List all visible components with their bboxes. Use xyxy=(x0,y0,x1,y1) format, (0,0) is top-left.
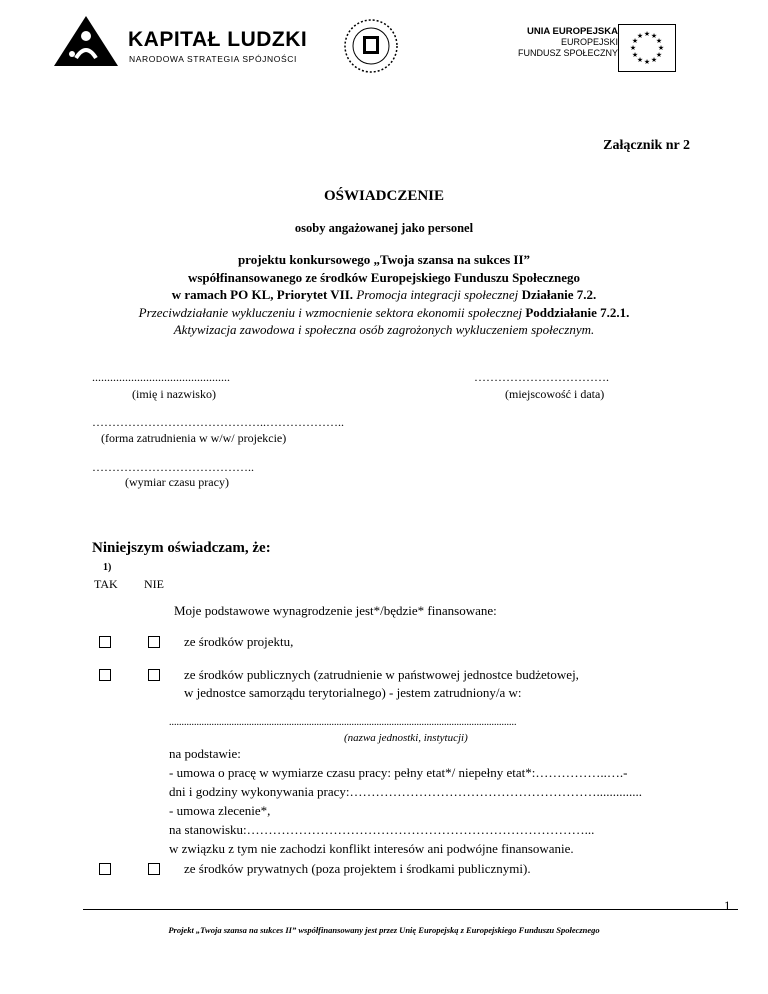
annex-label: Załącznik nr 2 xyxy=(603,138,690,153)
order-line: - umowa zlecenie*, xyxy=(169,803,271,818)
eu-stars-icon xyxy=(619,25,675,71)
place-field-dots: ……………………………. xyxy=(474,370,609,384)
position-line: na stanowisku:……………………………………………………………………... xyxy=(169,822,595,837)
project-line3-part3: Działanie 7.2. xyxy=(521,287,597,302)
place-field-label: (miejscowość i data) xyxy=(505,387,605,401)
project-line5: Aktywizacja zawodowa i społeczna osób zagrożonych wykluczeniem społecznym. xyxy=(173,322,595,337)
option3-yes-checkbox[interactable] xyxy=(99,863,111,875)
document-subtitle: osoby angażowanej jako personel xyxy=(294,221,474,235)
employment-details xyxy=(169,744,642,858)
point-number: 1) xyxy=(103,562,112,573)
footer-text: Projekt „Twoja szansa na sukces II” współfinansowany jest przez Unię Europejską z Europejskiego Funduszu Społecznego xyxy=(168,925,600,935)
working-time-label: (wymiar czasu pracy) xyxy=(125,475,229,489)
project-description xyxy=(0,251,768,339)
ue-line1: UNIA EUROPEJSKA xyxy=(527,26,618,37)
project-line4 xyxy=(0,304,768,322)
name-field-label: (imię i nazwisko) xyxy=(132,387,216,401)
days-line: dni i godziny wykonywania pracy:………………………………………………….............. xyxy=(169,784,643,799)
institution-label: (nazwa jednostki, instytucji) xyxy=(344,732,468,744)
kapital-ludzki-logo xyxy=(50,14,320,74)
svg-text:★: ★ xyxy=(655,51,663,59)
project-line4-part1: Przeciwdziałanie wykluczeniu i wzmocnienie sektora ekonomii społecznej xyxy=(138,304,523,320)
option2-yes-checkbox[interactable] xyxy=(99,669,111,681)
working-time-dots: ………………………………….. xyxy=(92,460,254,474)
option3-no-checkbox[interactable] xyxy=(148,863,160,875)
kapital-subtitle: NARODOWA STRATEGIA SPÓJNOŚCI xyxy=(129,54,297,64)
svg-text:★: ★ xyxy=(643,30,651,38)
institution-dots: ........................................................................................................................................... xyxy=(169,717,517,728)
eu-text xyxy=(480,26,618,59)
basis-label: na podstawie: xyxy=(169,746,241,761)
project-line3-part2: Promocja integracji społecznej xyxy=(356,287,519,302)
option3-label: ze środków prywatnych (poza projektem i środkami publicznymi). xyxy=(184,861,531,876)
svg-text:★: ★ xyxy=(657,44,665,52)
name-field-dots: .............................................. xyxy=(92,370,230,384)
svg-text:★: ★ xyxy=(636,56,644,64)
project-line1: projektu konkursowego „Twoja szansa na sukces II” xyxy=(237,252,531,267)
svg-text:★: ★ xyxy=(631,51,639,59)
no-column-header: NIE xyxy=(144,577,164,591)
svg-text:★: ★ xyxy=(629,44,637,52)
conflict-line: w związku z tym nie zachodzi konflikt interesów ani podwójne finansowanie. xyxy=(169,841,574,856)
svg-text:★: ★ xyxy=(650,32,658,40)
ue-line3: FUNDUSZ SPOŁECZNY xyxy=(517,48,618,58)
project-line2: współfinansowanego ze środków Europejskiego Funduszu Społecznego xyxy=(187,269,581,285)
project-line3-part1: w ramach PO KL, Priorytet VII. xyxy=(171,287,354,302)
project-line3 xyxy=(0,286,768,304)
option2-label xyxy=(184,666,579,702)
svg-text:★: ★ xyxy=(636,32,644,40)
option1-label: ze środków projektu, xyxy=(184,634,294,649)
option2-no-checkbox[interactable] xyxy=(148,669,160,681)
svg-text:★: ★ xyxy=(655,37,663,45)
svg-text:★: ★ xyxy=(643,58,651,66)
employment-form-dots: ……………………………………..……………….. xyxy=(92,415,344,429)
seal-logo xyxy=(343,18,399,74)
svg-text:★: ★ xyxy=(631,37,639,45)
option2-label-line1: ze środków publicznych (zatrudnienie w państwowej jednostce budżetowej, xyxy=(184,667,579,682)
yes-column-header: TAK xyxy=(94,577,118,591)
page-number: 1 xyxy=(724,898,731,913)
project-line4-part2: Poddziałanie 7.2.1. xyxy=(525,304,630,320)
employment-form-label: (forma zatrudnienia w w/w/ projekcie) xyxy=(101,431,287,445)
document-title: OŚWIADCZENIE xyxy=(323,188,445,204)
eu-flag xyxy=(618,24,676,72)
kapital-title: KAPITAŁ LUDZKI xyxy=(128,28,308,51)
ue-line2: EUROPEJSKI xyxy=(560,37,618,47)
option2-label-line2: w jednostce samorządu terytorialnego) - jestem zatrudniony/a w: xyxy=(184,685,522,700)
salary-intro: Moje podstawowe wynagrodzenie jest*/będzie* finansowane: xyxy=(174,603,497,618)
option1-no-checkbox[interactable] xyxy=(148,636,160,648)
seal-icon xyxy=(343,18,399,74)
svg-text:★: ★ xyxy=(650,56,658,64)
option1-yes-checkbox[interactable] xyxy=(99,636,111,648)
footer-divider xyxy=(83,909,738,910)
contract-line: - umowa o pracę w wymiarze czasu pracy: pełny etat*/ niepełny etat*:……………..….- xyxy=(169,765,628,780)
kapital-ludzki-emblem-icon xyxy=(50,14,120,74)
declaration-heading: Niniejszym oświadczam, że: xyxy=(92,540,271,556)
